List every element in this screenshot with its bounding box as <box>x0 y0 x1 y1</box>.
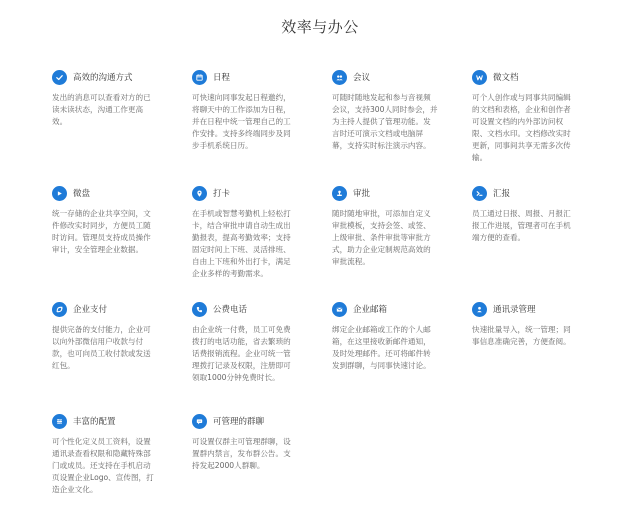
feature-header <box>52 411 182 431</box>
feature-header <box>192 67 322 87</box>
feature-grid <box>52 67 612 527</box>
feature-header <box>52 183 182 203</box>
feature-item-meeting <box>332 67 472 183</box>
feature-item-disk <box>52 183 192 299</box>
feature-item-group-chat <box>192 411 332 527</box>
feature-title: 打卡 <box>213 189 231 199</box>
feature-item-contacts <box>472 299 612 411</box>
feature-description: 统一存储的企业共享空间，文件修改实时同步，方便员工随时访问。管理员支持成员操作审计，安全管理企业数据。 <box>52 209 151 254</box>
feature-description: 快速批量导入，统一管理；同事信息准确完善，方便查阅。 <box>472 325 571 346</box>
feature-header <box>332 67 462 87</box>
feature-item-mail <box>332 299 472 411</box>
feature-item-settings <box>52 411 192 527</box>
mail-icon <box>332 302 347 317</box>
check-icon <box>52 70 67 85</box>
disk-icon <box>52 186 67 201</box>
feature-title: 丰富的配置 <box>73 417 116 427</box>
feature-description: 可快速向同事发起日程邀约，将聊天中的工作添加为日程，并在日程中统一管理自己的工作安排。支持多终端同步及同步手机系统日历。 <box>192 93 291 150</box>
feature-description: 可个性化定义员工资料，设置通讯录查看权限和隐藏特殊部门或成员。还支持在手机启动页设置企业Logo、宣传图，打造企业文化。 <box>52 437 154 494</box>
feature-item-schedule <box>192 67 332 183</box>
feature-title: 高效的沟通方式 <box>73 73 133 83</box>
feature-header <box>472 299 602 319</box>
feature-title: 日程 <box>213 73 231 83</box>
feature-description: 随时随地审批，可添加自定义审批模板，支持会签、或签、上级审批、条件审批等审批方式，助力企业定制规范高效的审批流程。 <box>332 209 431 266</box>
feature-header <box>192 411 322 431</box>
feature-title: 微文档 <box>493 73 519 83</box>
feature-header <box>192 299 322 319</box>
feature-item-phone <box>192 299 332 411</box>
feature-title: 企业邮箱 <box>353 305 388 315</box>
meeting-icon <box>332 70 347 85</box>
feature-title: 微盘 <box>73 189 91 199</box>
feature-item-payment <box>52 299 192 411</box>
calendar-icon <box>192 70 207 85</box>
contacts-icon <box>472 302 487 317</box>
page-title: 效率与办公 <box>281 18 359 36</box>
feature-header <box>332 299 462 319</box>
feature-header <box>472 67 602 87</box>
feature-item-report <box>472 183 612 299</box>
feature-title: 会议 <box>353 73 371 83</box>
document-icon <box>472 70 487 85</box>
group-chat-icon <box>192 414 207 429</box>
feature-description: 在手机或智慧考勤机上轻松打卡，结合审批申请自动生成出勤报表，提高考勤效率；支持固定时间上下班、灵活排班、自由上下班和外出打卡，满足企业多样的考勤需求。 <box>192 209 291 278</box>
feature-item-document <box>472 67 612 183</box>
location-icon <box>192 186 207 201</box>
feature-description: 提供完备的支付能力，企业可以向外部微信用户收款与付款，也可向员工收付款或发送红包。 <box>52 325 151 370</box>
payment-icon <box>52 302 67 317</box>
feature-description: 可个人创作或与同事共同编辑的文档和表格，企业和创作者可设置文档的内外部访问权限、文档水印。文档修改实时更新，同事间共享无需多次传输。 <box>472 93 571 162</box>
feature-title: 企业支付 <box>73 305 108 315</box>
feature-description: 绑定企业邮箱或工作的个人邮箱，在这里接收新邮件通知，及时处理邮件。还可将邮件转发到群聊，与同事快速讨论。 <box>332 325 431 370</box>
feature-title: 审批 <box>353 189 371 199</box>
feature-header <box>52 67 182 87</box>
feature-title: 可管理的群聊 <box>213 417 265 427</box>
feature-description: 发出的消息可以查看对方的已读未读状态，沟通工作更高效。 <box>52 93 151 126</box>
feature-item-communication <box>52 67 192 183</box>
feature-title: 汇报 <box>493 189 511 199</box>
approval-icon <box>332 186 347 201</box>
settings-icon <box>52 414 67 429</box>
feature-title: 通讯录管理 <box>493 305 536 315</box>
feature-header <box>52 299 182 319</box>
feature-description: 可随时随地发起和参与音视频会议，支持300人同时参会，并为主持人提供了管理功能。发言时还可演示文档或电脑屏幕，支持实时标注演示内容。 <box>332 93 438 150</box>
feature-description: 可设置仅群主可管理群聊，设置群内禁言，发布群公告。支持发起2000人群聊。 <box>192 437 291 470</box>
feature-description: 由企业统一付费，员工可免费拨打的电话功能，省去繁琐的话费报销流程。企业可统一管理拨打记录及权限，注册即可领取1000分钟免费时长。 <box>192 325 291 382</box>
feature-item-clock-in <box>192 183 332 299</box>
feature-header <box>192 183 322 203</box>
phone-icon <box>192 302 207 317</box>
feature-item-approval <box>332 183 472 299</box>
feature-header <box>332 183 462 203</box>
feature-description: 员工通过日报、周报、月报汇报工作进展，管理者可在手机端方便的查看。 <box>472 209 571 242</box>
feature-header <box>472 183 602 203</box>
feature-title: 公费电话 <box>213 305 248 315</box>
report-icon <box>472 186 487 201</box>
